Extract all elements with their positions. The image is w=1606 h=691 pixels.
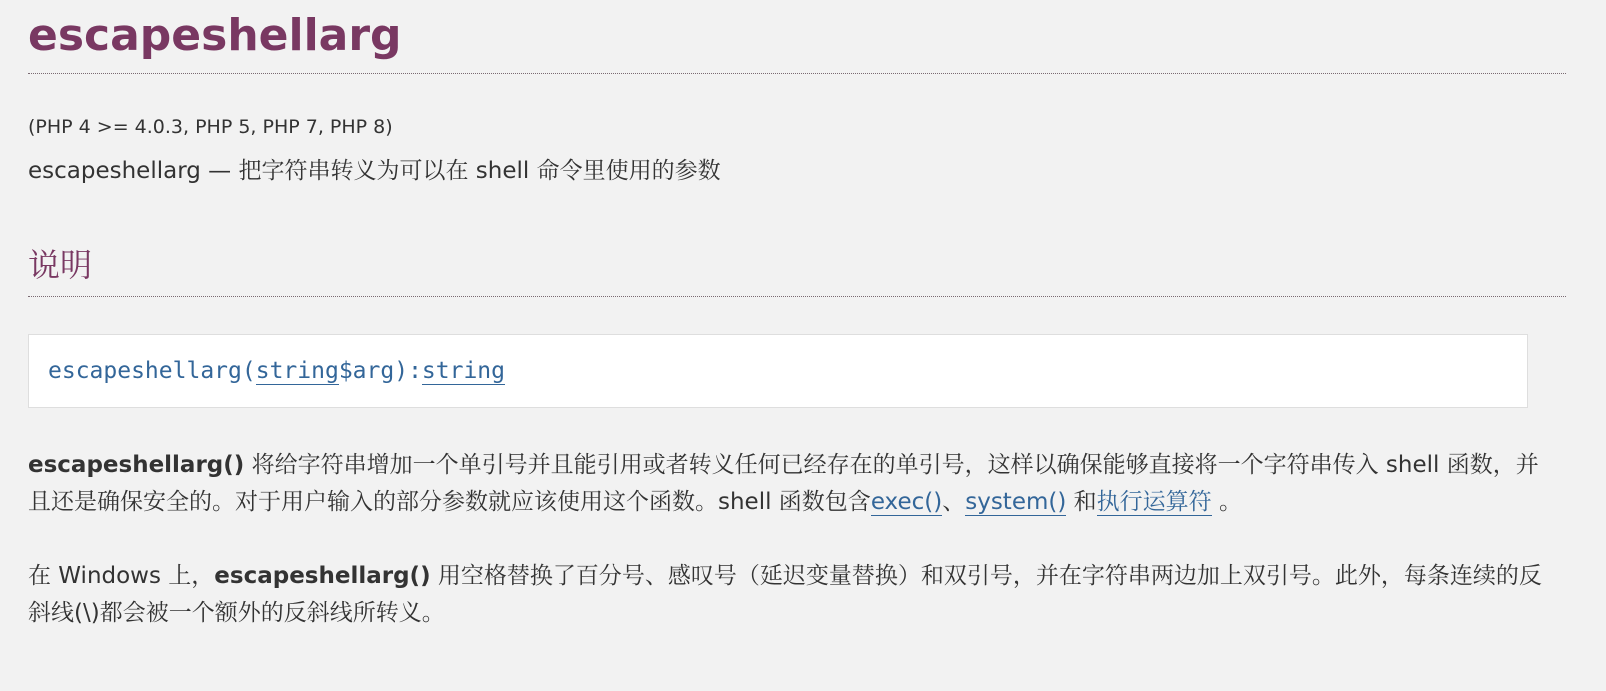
paragraph2-text-b: 用空格替换了百分号、感叹号（延迟变量替换）和双引号，并在字符串两边加上双引号。此外，每条连续的反斜线(\)都会被一个额外的反斜线所转义。 (28, 563, 1542, 626)
version-info: (PHP 4 >= 4.0.3, PHP 5, PHP 7, PHP 8) (28, 116, 393, 138)
refpurpose-description: 把字符串转义为可以在 shell 命令里使用的参数 (238, 158, 721, 184)
page-title: escapeshellarg (28, 10, 402, 61)
signature-return-type-link[interactable]: string (421, 357, 506, 384)
paragraph1-separator: 、 (942, 489, 966, 515)
signature-open-paren: ( (241, 358, 256, 384)
refpurpose (28, 152, 721, 185)
refpurpose-name: escapeshellarg (28, 158, 201, 184)
description-paragraph-2 (28, 558, 1558, 632)
system-link[interactable]: system() (965, 489, 1067, 515)
paragraph1-text-b: 和 (1066, 489, 1097, 515)
paragraph1-text-c: 。 (1211, 489, 1242, 515)
paragraph2-text-a: 在 Windows 上， (28, 563, 215, 589)
paragraph1-text-a: 将给字符串增加一个单引号并且能引用或者转义任何已经存在的单引号，这样以确保能够直接将一个字符串传入 shell 函数，并且还是确保安全的。对于用户输入的部分参数就应该使用这个函数。shell 函数包含 (28, 452, 1539, 515)
signature-method-name: escapeshellarg (48, 358, 242, 384)
title-divider (28, 73, 1566, 74)
exec-link[interactable]: exec() (870, 489, 943, 515)
section-title-description: 说明 (28, 246, 93, 284)
function-name-bold: escapeshellarg() (28, 452, 245, 478)
backtick-operator-link[interactable]: 执行运算符 (1096, 489, 1212, 515)
signature-param-type-link[interactable]: string (255, 357, 339, 384)
function-name-bold: escapeshellarg() (214, 563, 431, 589)
method-signature (28, 334, 1528, 408)
signature-close: ): (394, 358, 422, 384)
signature-param-name: $arg (338, 358, 395, 384)
section-divider (28, 296, 1566, 297)
refpurpose-separator: — (200, 158, 239, 184)
description-paragraph-1 (28, 447, 1558, 521)
